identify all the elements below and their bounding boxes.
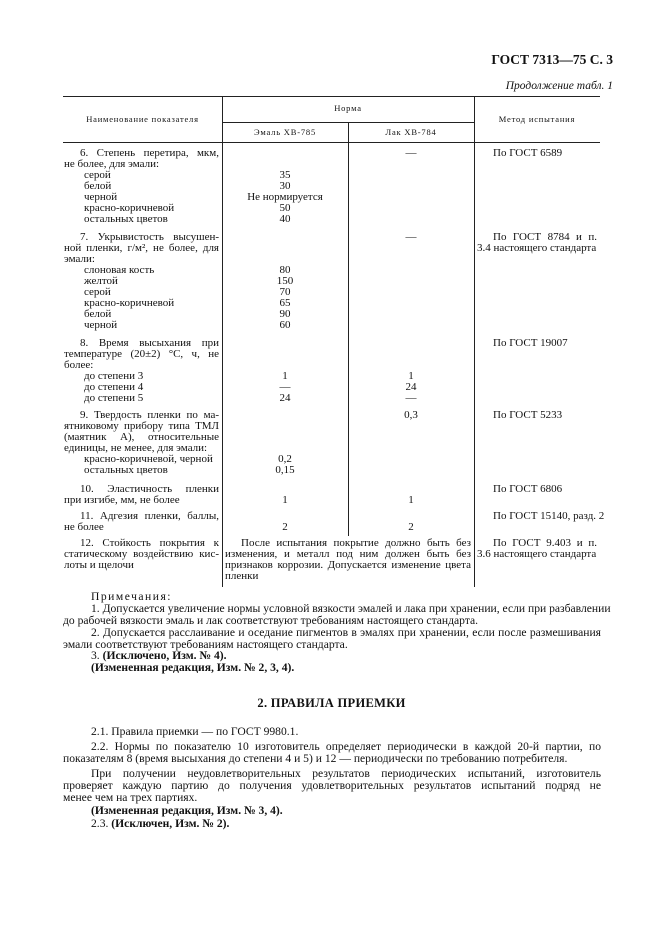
r6-method: По ГОСТ 6589 [493, 147, 563, 159]
notes-title: Примечания: [91, 590, 173, 603]
r10-enamel-value: 1 [282, 494, 288, 506]
r6-sub: красно-коричневой [84, 202, 175, 214]
r8-lacquer-value: — [405, 392, 417, 404]
paragraph-2-2-line: 2.2. Нормы по показателю 10 изготовитель определяет периодически в каждой 20-й партии, по [91, 740, 601, 753]
r9-name-line: единицы, не менее, для эмали: [64, 442, 208, 454]
r7-lacquer-value: — [405, 231, 417, 243]
r6-name-line: не более, для эмали: [64, 158, 160, 170]
r8-sub: до степени 4 [84, 381, 144, 393]
r9-lacquer-value: 0,3 [404, 409, 418, 421]
r9-sub: красно-коричневой, черной [84, 453, 213, 465]
r10-lacquer-value: 1 [408, 494, 414, 506]
r12-name-line: 12. Стойкость покрытия к [80, 537, 219, 549]
note-2-line: 2. Допускается расслаивание и оседание пигментов в эмалях при хранении, если после размешивания [91, 626, 601, 639]
note-1-line: 1. Допускается увеличение нормы условной вязкости эмалей и лака при хранении, если при разбавлении [91, 602, 611, 615]
table-header-bottom-rule [63, 142, 600, 143]
r11-name-line: не более [64, 521, 104, 533]
r6-lacquer-value: — [405, 147, 417, 159]
page-header-code: ГОСТ 7313—75 С. 3 [491, 52, 613, 67]
r6-enamel-value: 50 [279, 202, 291, 214]
r12-norm-line: признаков коррозии. Допускается изменение цвета [225, 559, 471, 571]
r8-sub: до степени 3 [84, 370, 144, 382]
r8-name-line: более: [64, 359, 94, 371]
paragraph-2-1: 2.1. Правила приемки — по ГОСТ 9980.1. [91, 725, 299, 738]
notes-changed-edition: (Измененная редакция, Изм. № 2, 3, 4). [91, 661, 295, 674]
note-2-line: эмали соответствуют требованиям настоящего стандарта. [63, 638, 348, 651]
r10-method: По ГОСТ 6806 [493, 483, 563, 495]
r12-method-line: По ГОСТ 9.403 и п. [493, 537, 597, 549]
r7-enamel-value: 150 [276, 275, 294, 287]
r9-name-line: ятниковому прибору типа ТМЛ [64, 420, 219, 432]
r8-lacquer-value: 1 [408, 370, 414, 382]
r10-name-line: 10. Эластичность пленки [80, 483, 219, 495]
paragraph-2-3-excluded: (Исключен, Изм. № 2). [111, 817, 230, 830]
paragraph-negative-results-line: проверяет каждую партию до получения удовлетворительных результатов испытаний подряд не [63, 779, 601, 792]
r7-enamel-value: 65 [279, 297, 291, 309]
r9-sub: остальных цветов [84, 464, 168, 476]
col-header-name: Наименование показателя [86, 114, 199, 124]
r7-method-line: По ГОСТ 8784 и п. [493, 231, 597, 243]
paragraph-2-2-line: показателям 8 (время высыхания до степени 4 и 5) и 12 — периодически по требованию потребителя. [63, 752, 568, 765]
note-3-number: 3. [91, 649, 100, 662]
r9-enamel-value: 0,2 [278, 453, 292, 465]
table-top-rule [63, 96, 600, 97]
r6-enamel-value: Не нормируется [247, 191, 323, 203]
r6-sub: серой [84, 169, 111, 181]
note-1-line: до рабочей вязкости эмаль и лак соответствуют требованиям настоящего стандарта. [63, 614, 479, 627]
paragraph-negative-results-line: менее чем на трех партиях. [63, 791, 198, 804]
r12-norm-line: После испытания покрытие должно быть без [241, 537, 471, 549]
paragraph-2-3-number: 2.3. [91, 817, 109, 830]
r8-lacquer-value: 24 [405, 381, 417, 393]
section-2-title: 2. ПРАВИЛА ПРИЕМКИ [257, 696, 406, 710]
r8-name-line: 8. Время высыхания при [80, 337, 219, 349]
r9-enamel-value: 0,15 [275, 464, 295, 476]
col-header-method: Метод испытания [498, 114, 576, 124]
r6-name-line: 6. Степень перетира, мкм, [80, 147, 219, 159]
r7-method-line: 3.4 настоящего стандарта [477, 242, 597, 254]
r9-method: По ГОСТ 5233 [493, 409, 563, 421]
r12-norm-line: изменения, и металл под ним должен быть без [225, 548, 471, 560]
r7-enamel-value: 80 [279, 264, 291, 276]
r8-enamel-value: 1 [282, 370, 288, 382]
r8-method: По ГОСТ 19007 [493, 337, 568, 349]
r7-sub: слоновая кость [84, 264, 155, 276]
r12-name-line: лоты и щелочи [64, 559, 134, 571]
r7-name-line: ной пленки, г/м², не более, для [64, 242, 219, 254]
r12-name-line: статическому воздействию кис- [64, 548, 219, 560]
paragraph-negative-results-line: При получении неудовлетворительных результатов периодических испытаний, изготовитель [91, 767, 601, 780]
r6-sub: черной [84, 191, 118, 203]
r7-name-line: 7. Укрывистость высушен- [80, 231, 219, 243]
table-vrule-2 [348, 122, 349, 536]
paragraph-2-3 [91, 817, 229, 830]
r6-enamel-value: 35 [279, 169, 291, 181]
r12-norm-line: пленки [225, 570, 259, 582]
r7-sub: белой [84, 308, 112, 320]
r7-name-line: эмали: [64, 253, 95, 265]
r11-method: По ГОСТ 15140, разд. 2 [493, 510, 605, 522]
r11-lacquer-value: 2 [408, 521, 414, 533]
r8-enamel-value: — [279, 381, 291, 393]
table-continuation-label: Продолжение табл. 1 [505, 80, 613, 92]
r6-sub: остальных цветов [84, 213, 168, 225]
r11-enamel-value: 2 [282, 521, 288, 533]
r11-name-line: 11. Адгезия пленки, баллы, [80, 510, 219, 522]
section-2-changed-edition: (Измененная редакция, Изм. № 3, 4). [91, 804, 283, 817]
note-3-excluded: (Исключено, Изм. № 4). [102, 649, 227, 662]
r6-sub: белой [84, 180, 112, 192]
r6-enamel-value: 40 [279, 213, 291, 225]
col-header-norm: Норма [334, 103, 362, 113]
r7-sub: черной [84, 319, 118, 331]
r8-sub: до степени 5 [84, 392, 144, 404]
r7-sub: серой [84, 286, 111, 298]
r7-sub: красно-коричневой [84, 297, 175, 309]
r10-name-line: при изгибе, мм, не более [64, 494, 180, 506]
col-header-enamel: Эмаль ХВ-785 [253, 127, 316, 137]
table-vrule-3 [474, 96, 475, 587]
r9-name-line: (маятник А), относительные [64, 431, 219, 443]
col-header-lacquer: Лак ХВ-784 [385, 127, 437, 137]
r7-enamel-value: 60 [279, 319, 291, 331]
r12-method-line: 3.6 настоящего стандарта [477, 548, 597, 560]
r8-enamel-value: 24 [279, 392, 291, 404]
r9-name-line: 9. Твердость пленки по ма- [80, 409, 219, 421]
r7-enamel-value: 90 [279, 308, 291, 320]
r7-enamel-value: 70 [279, 286, 291, 298]
r6-enamel-value: 30 [279, 180, 291, 192]
r8-name-line: температуре (20±2) °С, ч, не [64, 348, 219, 360]
r7-sub: желтой [84, 275, 118, 287]
